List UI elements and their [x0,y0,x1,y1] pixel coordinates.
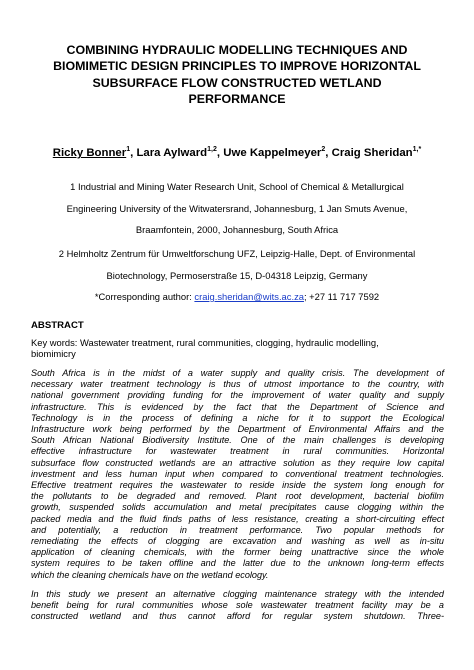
email-link[interactable]: craig.sheridan@wits.ac.za [194,291,304,302]
paragraph-line: the pollutants to be degraded and removed. Plant root development, bacterial biofilm [31,491,444,502]
paragraph-line: South Africa is in the midst of a water supply and quality crisis. The development of [31,368,444,378]
paragraph-line: investment and less human input when compared to conventional treatment technologies. [31,468,444,479]
paragraph-line: system requires to be taken offline and the latter due to the unknown long-term effects [31,558,444,569]
paragraph-line: subsurface flow constructed wetlands are an attractive solution as they require low capital [31,457,444,468]
affiliation-line: 1 Industrial and Mining Water Research Unit, School of Chemical & Metallurgical [70,181,404,192]
title-line: COMBINING HYDRAULIC MODELLING TECHNIQUES AND [66,43,408,57]
paragraph-line: application of cleaning chemicals, with the former being unattractive since the whole [31,547,444,558]
paragraph-line: effective infrastructure for wastewater treatment in rural communities. Horizontal [31,446,444,457]
abstract-paragraph-1 [31,368,444,581]
affiliation-line: 2 Helmholtz Zentrum für Umweltforschung UFZ, Leipzig-Halle, Dept. of Environmental [58,248,416,259]
author-affil-mark: 1,* [412,146,422,154]
author-name: Uwe Kappelmeyer [223,147,322,159]
abstract-heading: ABSTRACT [31,320,84,331]
corresponding-prefix: *Corresponding author: [94,291,195,302]
author-name: Lara Aylward [136,147,208,159]
paragraph-line: remediating the effects of clogging are excavation and washing as well as in-situ [31,536,444,547]
affiliation-line: Engineering University of the Witwatersrand, Johannesburg, 1 Jan Smuts Avenue, [66,203,408,214]
abstract-paragraph-2 [31,589,444,623]
title-line: BIOMIMETIC DESIGN PRINCIPLES TO IMPROVE HORIZONTAL [53,59,421,74]
author-name: Ricky Bonner [52,147,127,159]
author-list: Ricky Bonner$^1$, Lara Aylward$^{1,2}$, Uwe Kappelmeyer$^2$, Craig Sheridan$^{1,*}$ [52,146,422,159]
paragraph-line: Technology is in the process of defining a niche for it to support the Ecological [31,412,444,423]
paragraph-line: growth, suspended solids accumulation and metal precipitates cause clogging within the [31,502,444,513]
paper-title [30,42,444,107]
paragraph-line: constructed wetland and thus cannot afford for regular system shutdown. Three- [31,611,444,622]
paragraph-line: infrastructure. This is evidenced by the fact that the Department of Science and [31,401,444,412]
paragraph-line: national government providing funding for the improvement of water quality and supply [31,390,444,401]
author-affil-mark: 1 [126,146,131,154]
author-affil-mark: 2 [321,146,326,154]
paragraph-line: which the cleaning chemicals have on the wetland ecology. [31,569,269,580]
paragraph-line: necessary water treatment technology is thus of utmost importance to the country, with [31,379,444,390]
affiliation-line: Biotechnology, Permoserstraße 15, D-04318 Leipzig, Germany [106,270,368,281]
keywords [31,337,441,360]
keywords-line: Key words: Wastewater treatment, rural communities, clogging, hydraulic modelling, [31,337,379,348]
keywords-line: biomimicry [31,348,76,360]
paragraph-line: Infrastructure work being performed by the Department of Environmental Affairs and the [31,424,444,435]
paragraph-line: and potentially, a reduction in treatment performance. Two popular methods for [31,524,444,535]
paragraph-line: Effective treatment requires the wastewater to reside inside the system long enough for [31,480,444,491]
corresponding-phone: ; +27 11 717 7592 [303,291,380,302]
corresponding-author [20,291,454,302]
author-name: Craig Sheridan [331,147,413,159]
author-affil-mark: 1,2 [207,146,217,154]
affiliation-line: Braamfontein, 2000, Johannesburg, South Africa [135,224,339,235]
paragraph-line: South African National Biodiversity Institute. One of the main challenges is developing [31,435,444,446]
paragraph-line: In this study we present an alternative clogging maintenance strategy with the intended [31,589,444,599]
paragraph-line: packed media and the fluid finds paths of less resistance, creating a short-circuiting effect [31,513,444,524]
title-line: SUBSURFACE FLOW CONSTRUCTED WETLAND [92,75,382,90]
paragraph-line: benefit being for rural communities whose sole wastewater treatment facility may be a [31,600,444,611]
title-line: PERFORMANCE [188,91,286,106]
